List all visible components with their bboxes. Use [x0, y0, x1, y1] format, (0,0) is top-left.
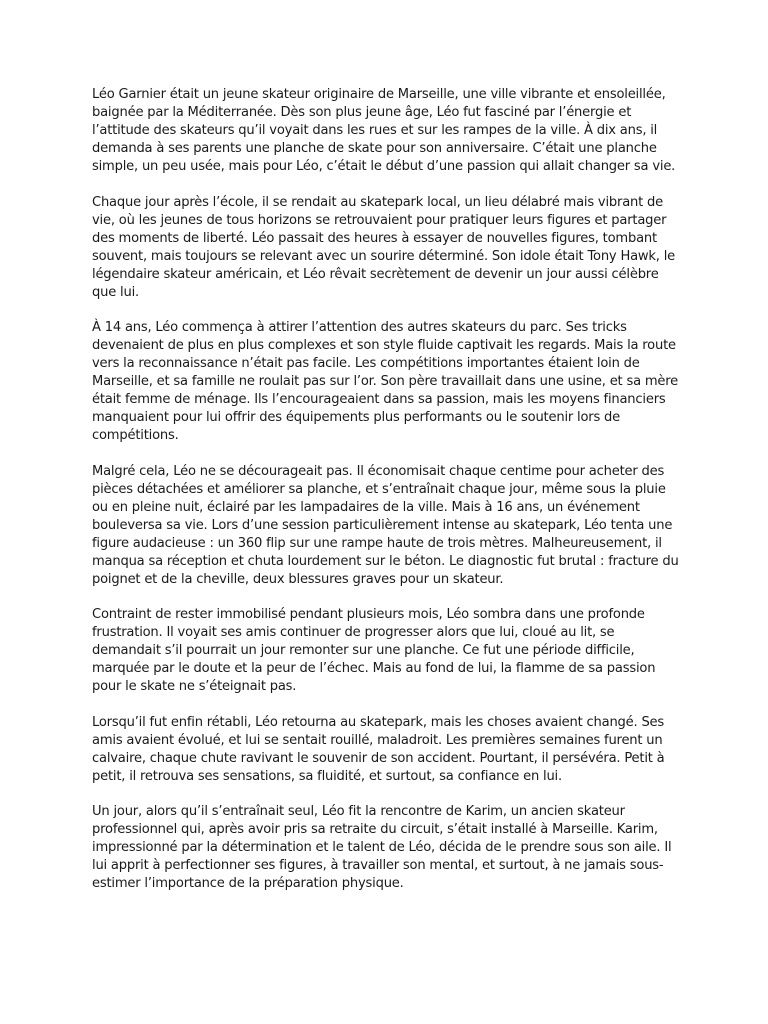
paragraph-5: Contraint de rester immobilisé pendant plusieurs mois, Léo sombra dans une profonde frustration. Il voyait ses amis continuer de progresser alors que lui, cloué au lit, se demandait s’il pourrait un jour remonter sur une planche. Ce fut une période difficile, marquée par le doute et la peur de l’échec. Mais au fond de lui, la flamme de sa passion pour le skate ne s’éteignait pas.: [92, 607, 656, 694]
paragraph-4: Malgré cela, Léo ne se décourageait pas. Il économisait chaque centime pour acheter des pièces détachées et améliorer sa planche, et s’entraînait chaque jour, même sous la pluie ou en pleine nuit, éclairé par les lampadaires de la ville. Mais à 16 ans, un événement bouleversa sa vie. Lors d’une session particulièrement intense au skatepark, Léo tenta une figure audacieuse : un 360 flip sur une rampe haute de trois mètres. Malheureusement, il manqua sa réception et chuta lourdement sur le béton. Le diagnostic fut brutal : fracture du poignet et de la cheville, deux blessures graves pour un skateur.: [92, 463, 679, 587]
paragraph-7: Un jour, alors qu’il s’entraînait seul, Léo fit la rencontre de Karim, un ancien skateur professionnel qui, après avoir pris sa retraite du circuit, s’était installé à Marseille. Karim, impressionné par la détermination et le talent de Léo, décida de le prendre sous son aile. Il lui apprit à perfectionner ses figures, à travailler son mental, et surtout, à ne jamais sous-estimer l’importance de la préparation physique.: [92, 804, 672, 891]
document-body: [92, 86, 682, 911]
paragraph-1: Léo Garnier était un jeune skateur originaire de Marseille, une ville vibrante et ensoleillée, baignée par la Méditerranée. Dès son plus jeune âge, Léo fut fasciné par l’énergie et l’attitude des skateurs qu’il voyait dans les rues et sur les rampes de la ville. À dix ans, il demanda à ses parents une planche de skate pour son anniversaire. C’était une planche simple, un peu usée, mais pour Léo, c’était le début d’une passion qui allait changer sa vie.: [92, 87, 676, 174]
paragraph-3: À 14 ans, Léo commença à attirer l’attention des autres skateurs du parc. Ses tricks devenaient de plus en plus complexes et son style fluide captivait les regards. Mais la route vers la reconnaissance n’était pas facile. Les compétitions importantes étaient loin de Marseille, et sa famille ne roulait pas sur l’or. Son père travaillait dans une usine, et sa mère était femme de ménage. Ils l’encourageaient dans sa passion, mais les moyens financiers manquaient pour lui offrir des équipements plus performants ou le soutenir lors de compétitions.: [92, 320, 679, 443]
paragraph-6: Lorsqu’il fut enfin rétabli, Léo retourna au skatepark, mais les choses avaient changé. Ses amis avaient évolué, et lui se sentait rouillé, maladroit. Les premières semaines furent un calvaire, chaque chute ravivant le souvenir de son accident. Pourtant, il persévéra. Petit à petit, il retrouva ses sensations, sa fluidité, et surtout, sa confiance en lui.: [92, 714, 665, 784]
paragraph-2: Chaque jour après l’école, il se rendait au skatepark local, un lieu délabré mais vibrant de vie, où les jeunes de tous horizons se retrouvaient pour pratiquer leurs figures et partager des moments de liberté. Léo passait des heures à essayer de nouvelles figures, tombant souvent, mais toujours se relevant avec un sourire déterminé. Son idole était Tony Hawk, le légendaire skateur américain, et Léo rêvait secrètement de devenir un jour aussi célèbre que lui.: [92, 194, 676, 300]
